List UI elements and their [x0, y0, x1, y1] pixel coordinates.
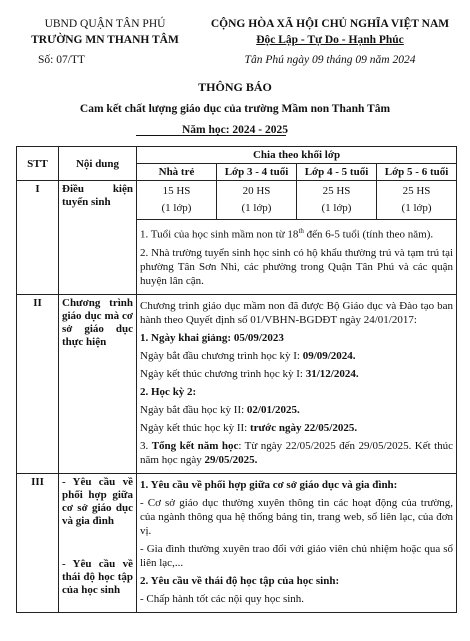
- document-number: Số: 07/TT: [38, 54, 85, 66]
- term2-end: Ngày kết thúc học kỳ II: trước ngày 22/05/2025.: [140, 421, 358, 434]
- row-label-attitude: - Yêu cầu về thái độ học tập của học sinh: [62, 557, 133, 596]
- opening-day: 1. Ngày khai giảng: 05/09/2023: [140, 331, 284, 344]
- grade-cell: [297, 181, 377, 220]
- column-header-grade-group: Chia theo khối lớp: [137, 147, 457, 164]
- issuer-authority: UBND QUẬN TÂN PHÚ: [44, 18, 166, 30]
- document-title-block: [0, 78, 470, 139]
- cooperation-heading: 1. Yêu cầu về phối hợp giữa cơ sở giáo dục và gia đình:: [140, 478, 398, 491]
- row-number: III: [17, 473, 59, 612]
- student-count: 25 HS: [402, 185, 431, 197]
- document-header: [0, 16, 470, 76]
- table-row: [17, 294, 457, 473]
- document-subtitle: Cam kết chất lượng giáo dục của trường Mầm non Thanh Tâm: [79, 103, 391, 115]
- row-label: [59, 473, 137, 612]
- cooperation-family: - Gia đình thường xuyên trao đổi với giáo viên chủ nhiệm hoặc qua sổ liên lạc,...: [140, 542, 454, 569]
- requirements-details: [137, 473, 457, 612]
- admission-notes: [137, 220, 457, 295]
- national-motto: Độc Lập - Tự Do - Hạnh Phúc: [256, 34, 404, 46]
- admission-note-age: 1. Tuổi của học sinh mầm non từ 18th đến 6-5 tuổi (tính theo năm).: [140, 227, 434, 241]
- issuer-block: [20, 16, 190, 68]
- class-count: (1 lớp): [321, 202, 352, 214]
- column-header-stt: STT: [17, 147, 59, 181]
- row-label: Chương trình giáo dục mà cơ sở giáo dục thực hiện: [59, 294, 137, 473]
- student-count: 25 HS: [322, 185, 351, 197]
- table-row: [17, 473, 457, 612]
- row-label-cooperation: - Yêu cầu về phối hợp giữa cơ sở giáo dục và gia đình: [62, 475, 133, 527]
- program-intro: Chương trình giáo dục mầm non đã được Bộ Giáo dục và Đào tạo ban hành theo Quyết định số 01/VBHN-BGDĐT ngày 24/01/2017:: [140, 299, 454, 326]
- grade-cell: [377, 181, 457, 220]
- national-name: CỘNG HÒA XÃ HỘI CHỦ NGHĨA VIỆT NAM: [210, 18, 450, 30]
- table-row: [17, 181, 457, 220]
- class-count: (1 lớp): [161, 202, 192, 214]
- row-number: I: [17, 181, 59, 295]
- term2-start: Ngày bắt đầu học kỳ II: 02/01/2025.: [140, 403, 300, 416]
- program-details: [137, 294, 457, 473]
- admission-note-residence: 2. Nhà trường tuyển sinh học sinh có hộ khẩu thường trú và tạm trú tại phường Tân Sơn Nhì, các phường trong Quận Tân Phú và các quận huyện lân cận.: [140, 246, 454, 287]
- grade-header: Nhà trẻ: [137, 164, 217, 181]
- year-end-summary: 3. Tổng kết năm học: Từ ngày 22/05/2025 đến 29/05/2025. Kết thúc năm học ngày 29/05/2025.: [140, 439, 454, 466]
- class-count: (1 lớp): [241, 202, 272, 214]
- student-count: 15 HS: [162, 185, 191, 197]
- column-header-content: Nội dung: [59, 147, 137, 181]
- grade-cell: [217, 181, 297, 220]
- class-count: (1 lớp): [401, 202, 432, 214]
- grade-header: Lớp 5 - 6 tuổi: [377, 164, 457, 181]
- attitude-heading: 2. Yêu cầu về thái độ học tập của học sinh:: [140, 574, 340, 587]
- title-divider: [136, 135, 286, 136]
- row-label: Điều kiện tuyển sinh: [59, 181, 137, 295]
- student-count: 20 HS: [242, 185, 271, 197]
- row-number: II: [17, 294, 59, 473]
- cooperation-school: - Cơ sở giáo dục thường xuyên thông tin các hoạt động của trường, của ngành thông qua hệ thống bảng tin, trang web, sổ liên lạc, của đơn vị.: [140, 496, 454, 537]
- school-year: Năm học: 2024 - 2025: [181, 124, 289, 136]
- commitment-table: [16, 146, 457, 613]
- place-date: Tân Phú ngày 09 tháng 09 năm 2024: [244, 54, 416, 66]
- attitude-rules: - Chấp hành tốt các nội quy học sinh.: [140, 592, 305, 605]
- term2-heading: 2. Học kỳ 2:: [140, 385, 197, 398]
- table-header-row: [17, 147, 457, 164]
- term1-start: Ngày bắt đầu chương trình học kỳ I: 09/09/2024.: [140, 349, 356, 362]
- term1-end: Ngày kết thúc chương trình học kỳ I: 31/12/2024.: [140, 367, 359, 380]
- national-motto-block: [195, 16, 465, 68]
- issuer-school: TRƯỜNG MN THANH TÂM: [31, 34, 179, 46]
- grade-header: Lớp 3 - 4 tuổi: [217, 164, 297, 181]
- document-heading: THÔNG BÁO: [198, 80, 272, 94]
- grade-cell: [137, 181, 217, 220]
- grade-header: Lớp 4 - 5 tuổi: [297, 164, 377, 181]
